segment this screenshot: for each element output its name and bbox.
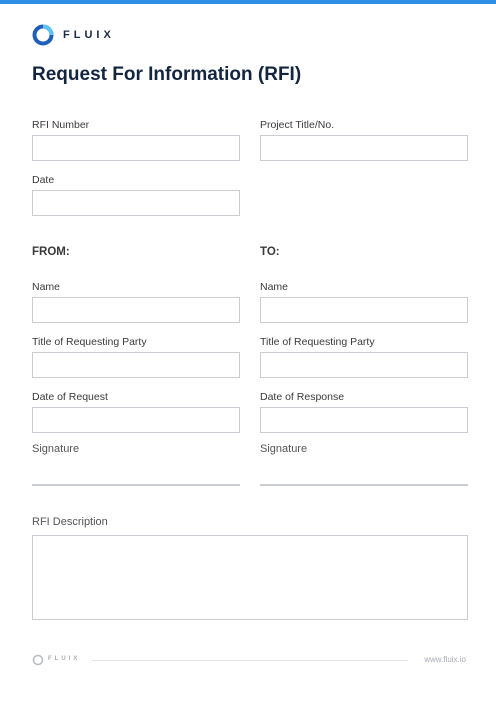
date-of-request-input[interactable] [32, 407, 240, 433]
from-heading: FROM: [32, 246, 70, 258]
brand-header [32, 24, 115, 46]
project-title-input[interactable] [260, 135, 468, 161]
from-signature-line[interactable] [32, 484, 240, 486]
top-accent-bar [0, 0, 496, 4]
footer-brand: FLUIX [48, 656, 81, 662]
from-name-label: Name [32, 281, 61, 293]
date-of-response-label: Date of Response [260, 391, 345, 403]
from-title-input[interactable] [32, 352, 240, 378]
rfi-description-label: RFI Description [32, 516, 108, 528]
rfi-number-label: RFI Number [32, 119, 90, 131]
to-name-label: Name [260, 281, 289, 293]
page-title: Request For Information (RFI) [32, 64, 302, 85]
brand-name: FLUIX [63, 29, 115, 41]
date-label: Date [32, 174, 55, 186]
date-input[interactable] [32, 190, 240, 216]
from-signature-label: Signature [32, 443, 80, 455]
date-of-response-input[interactable] [260, 407, 468, 433]
footer-fluix-logo-icon [32, 654, 44, 666]
to-signature-line[interactable] [260, 484, 468, 486]
to-title-input[interactable] [260, 352, 468, 378]
rfi-description-textarea[interactable] [32, 535, 468, 620]
to-title-label: Title of Requesting Party [260, 336, 375, 348]
to-heading: TO: [260, 246, 280, 258]
project-title-label: Project Title/No. [260, 119, 335, 131]
date-of-request-label: Date of Request [32, 391, 108, 403]
rfi-number-input[interactable] [32, 135, 240, 161]
from-title-label: Title of Requesting Party [32, 336, 147, 348]
footer-url: www.fluix.io [424, 655, 466, 664]
fluix-logo-icon [32, 24, 54, 46]
from-name-input[interactable] [32, 297, 240, 323]
to-name-input[interactable] [260, 297, 468, 323]
footer-divider [92, 660, 408, 661]
to-signature-label: Signature [260, 443, 308, 455]
